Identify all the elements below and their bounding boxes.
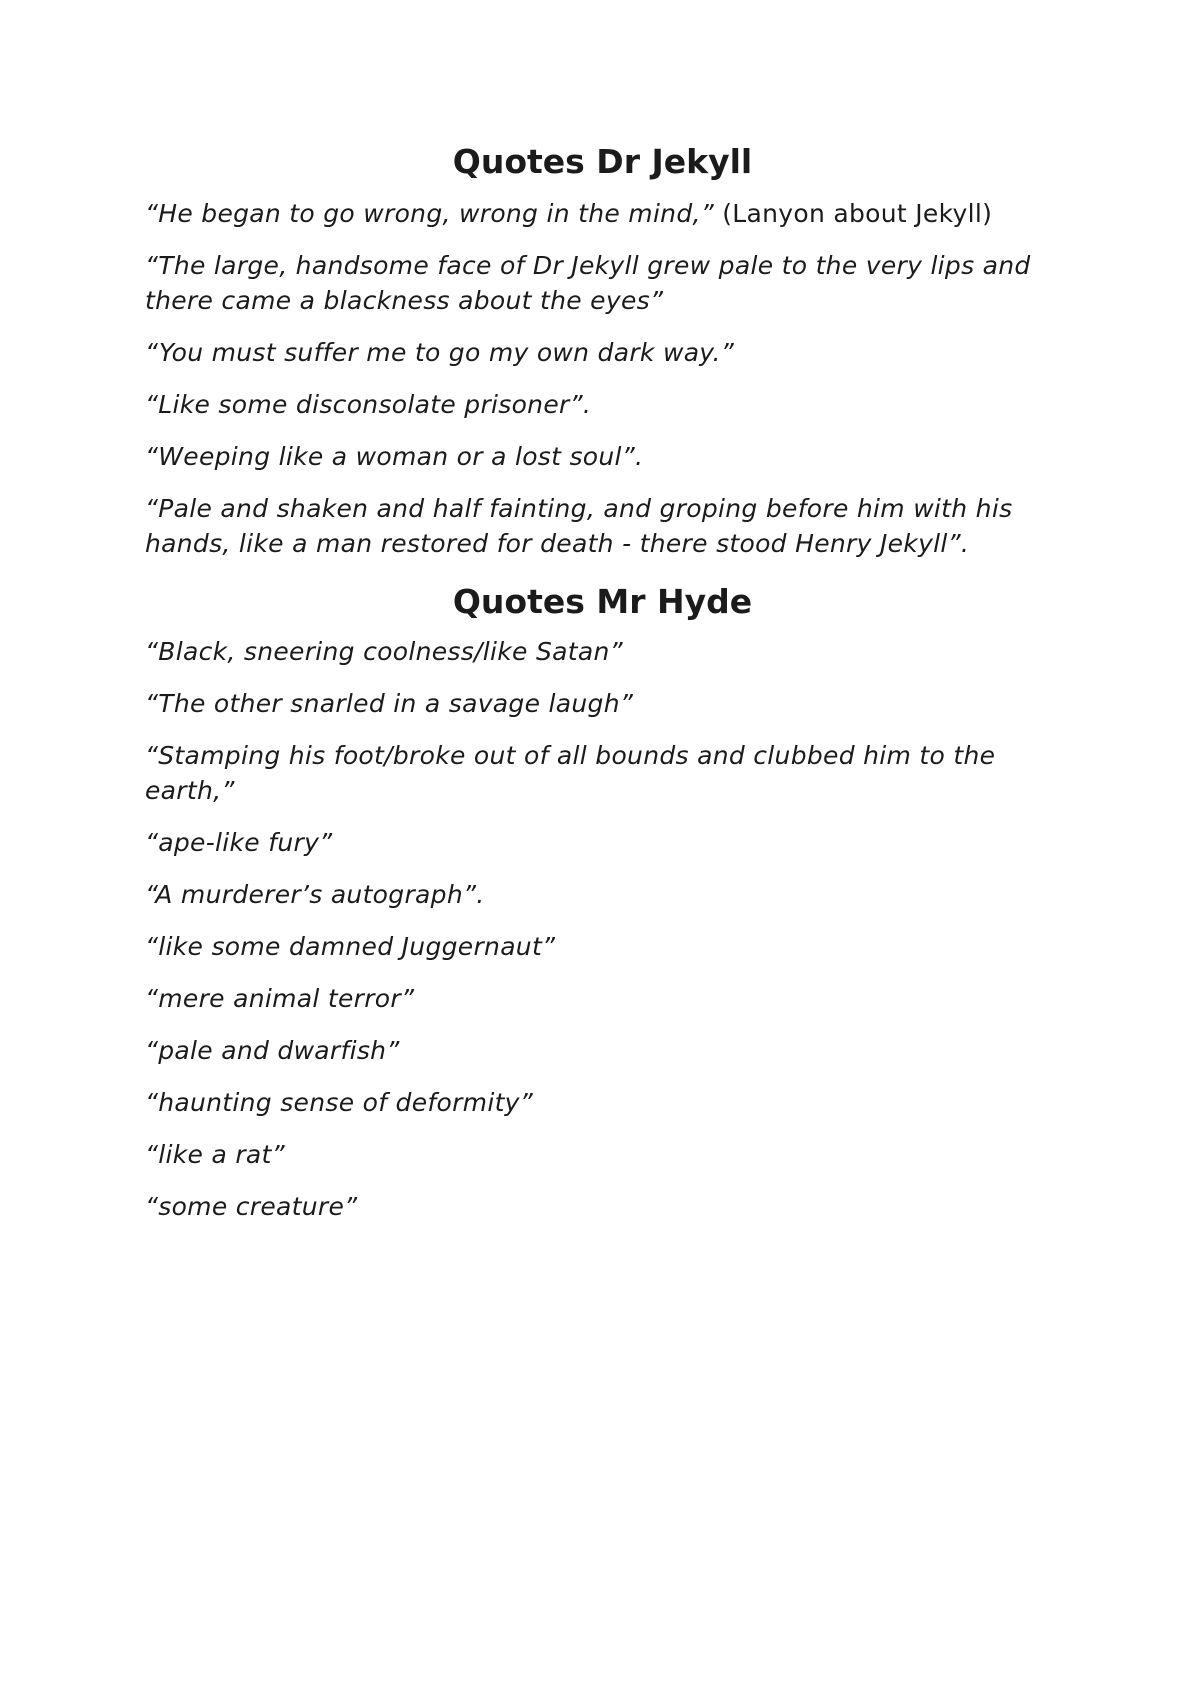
quote-text: “Weeping like a woman or a lost soul”. bbox=[145, 442, 644, 471]
section-heading-hyde: Quotes Mr Hyde bbox=[452, 582, 753, 621]
quote-item bbox=[145, 387, 1060, 422]
quote-item bbox=[145, 491, 1060, 561]
quote-item bbox=[145, 1189, 1060, 1224]
quote-text: “like some damned Juggernaut” bbox=[145, 932, 556, 961]
quote-text: “mere animal terror” bbox=[145, 984, 415, 1013]
quote-text: “The large, handsome face of Dr Jekyll grew pale to the very lips and there came a blackness about the eyes” bbox=[145, 251, 1031, 315]
quote-text: “Black, sneering coolness/like Satan” bbox=[145, 637, 623, 666]
quote-item bbox=[145, 196, 1060, 231]
quote-text: “like a rat” bbox=[145, 1140, 285, 1169]
quote-text: “some creature” bbox=[145, 1192, 358, 1221]
quote-item bbox=[145, 1085, 1060, 1120]
quote-text: “ape-like fury” bbox=[145, 828, 333, 857]
quote-text: “The other snarled in a savage laugh” bbox=[145, 689, 634, 718]
quote-text: “You must suffer me to go my own dark way.” bbox=[145, 338, 734, 367]
quote-item bbox=[145, 877, 1060, 912]
quote-item bbox=[145, 738, 1060, 808]
quote-text: “Like some disconsolate prisoner”. bbox=[145, 390, 592, 419]
quote-note: (Lanyon about Jekyll) bbox=[714, 199, 993, 228]
quote-text: “pale and dwarfish” bbox=[145, 1036, 400, 1065]
section-heading-jekyll: Quotes Dr Jekyll bbox=[452, 142, 753, 181]
quote-item bbox=[145, 929, 1060, 964]
document-page bbox=[145, 138, 1060, 1241]
quote-item bbox=[145, 981, 1060, 1016]
quote-item bbox=[145, 335, 1060, 370]
quote-item bbox=[145, 1033, 1060, 1068]
quote-text: “He began to go wrong, wrong in the mind,” bbox=[145, 199, 714, 228]
quote-text: “Stamping his foot/broke out of all bounds and clubbed him to the earth,” bbox=[145, 741, 996, 805]
quote-item bbox=[145, 634, 1060, 669]
quote-item bbox=[145, 248, 1060, 318]
quote-item bbox=[145, 1137, 1060, 1172]
quote-item bbox=[145, 439, 1060, 474]
quote-text: “Pale and shaken and half fainting, and groping before him with his hands, like a man restored for death - there stood Henry Jekyll”. bbox=[145, 494, 1013, 558]
quote-text: “A murderer’s autograph”. bbox=[145, 880, 485, 909]
quote-item bbox=[145, 825, 1060, 860]
quote-text: “haunting sense of deformity” bbox=[145, 1088, 534, 1117]
quote-item bbox=[145, 686, 1060, 721]
